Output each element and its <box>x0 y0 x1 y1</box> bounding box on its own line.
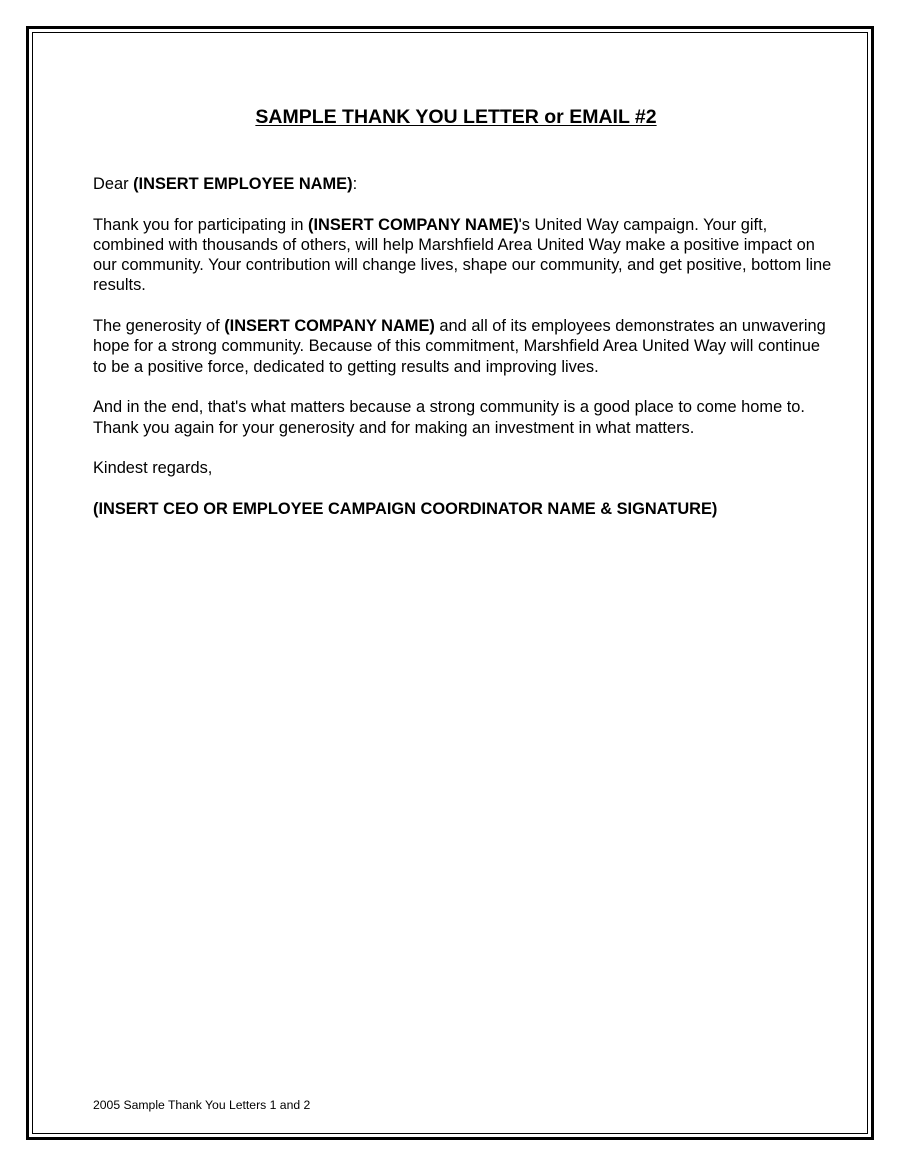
company-name-placeholder-2: (INSERT COMPANY NAME) <box>224 317 435 336</box>
salutation <box>93 174 833 194</box>
paragraph-campaign-before: Thank you for participating in <box>93 215 309 234</box>
paragraph-generosity <box>93 316 833 377</box>
signature-placeholder <box>93 499 833 519</box>
signature-text: (INSERT CEO OR EMPLOYEE CAMPAIGN COORDINATOR NAME & SIGNATURE) <box>93 499 718 518</box>
salutation-prefix: Dear <box>93 175 134 193</box>
company-name-placeholder: (INSERT COMPANY NAME) <box>308 215 519 234</box>
paragraph-campaign <box>93 215 833 296</box>
employee-name-placeholder: (INSERT EMPLOYEE NAME) <box>133 175 353 193</box>
letter-body <box>93 174 833 539</box>
paragraph-matters: And in the end, that's what matters because a strong community is a good place to come home to. Thank you again for your generosity and for making an investment in what matters. <box>93 398 805 437</box>
paragraph-generosity-after: and all of its employees demonstrates an unwavering hope for a strong community. Because of this commitment, Marshfield Area United Way will continue to be a positive force, dedicated to getting results and improving lives. <box>93 317 826 376</box>
page-footer: 2005 Sample Thank You Letters 1 and 2 <box>93 1098 311 1112</box>
paragraph-campaign-after: 's United Way campaign. Your gift, combined with thousands of others, will help Marshfield Area United Way make a positive impact on our community. Your contribution will change lives, shape our community, and get positive, bottom line results. <box>93 215 832 295</box>
closing: Kindest regards, <box>93 459 213 478</box>
paragraph-generosity-before: The generosity of <box>93 317 225 336</box>
salutation-suffix: : <box>352 175 358 193</box>
letter-title: SAMPLE THANK YOU LETTER or EMAIL #2 <box>255 106 657 128</box>
